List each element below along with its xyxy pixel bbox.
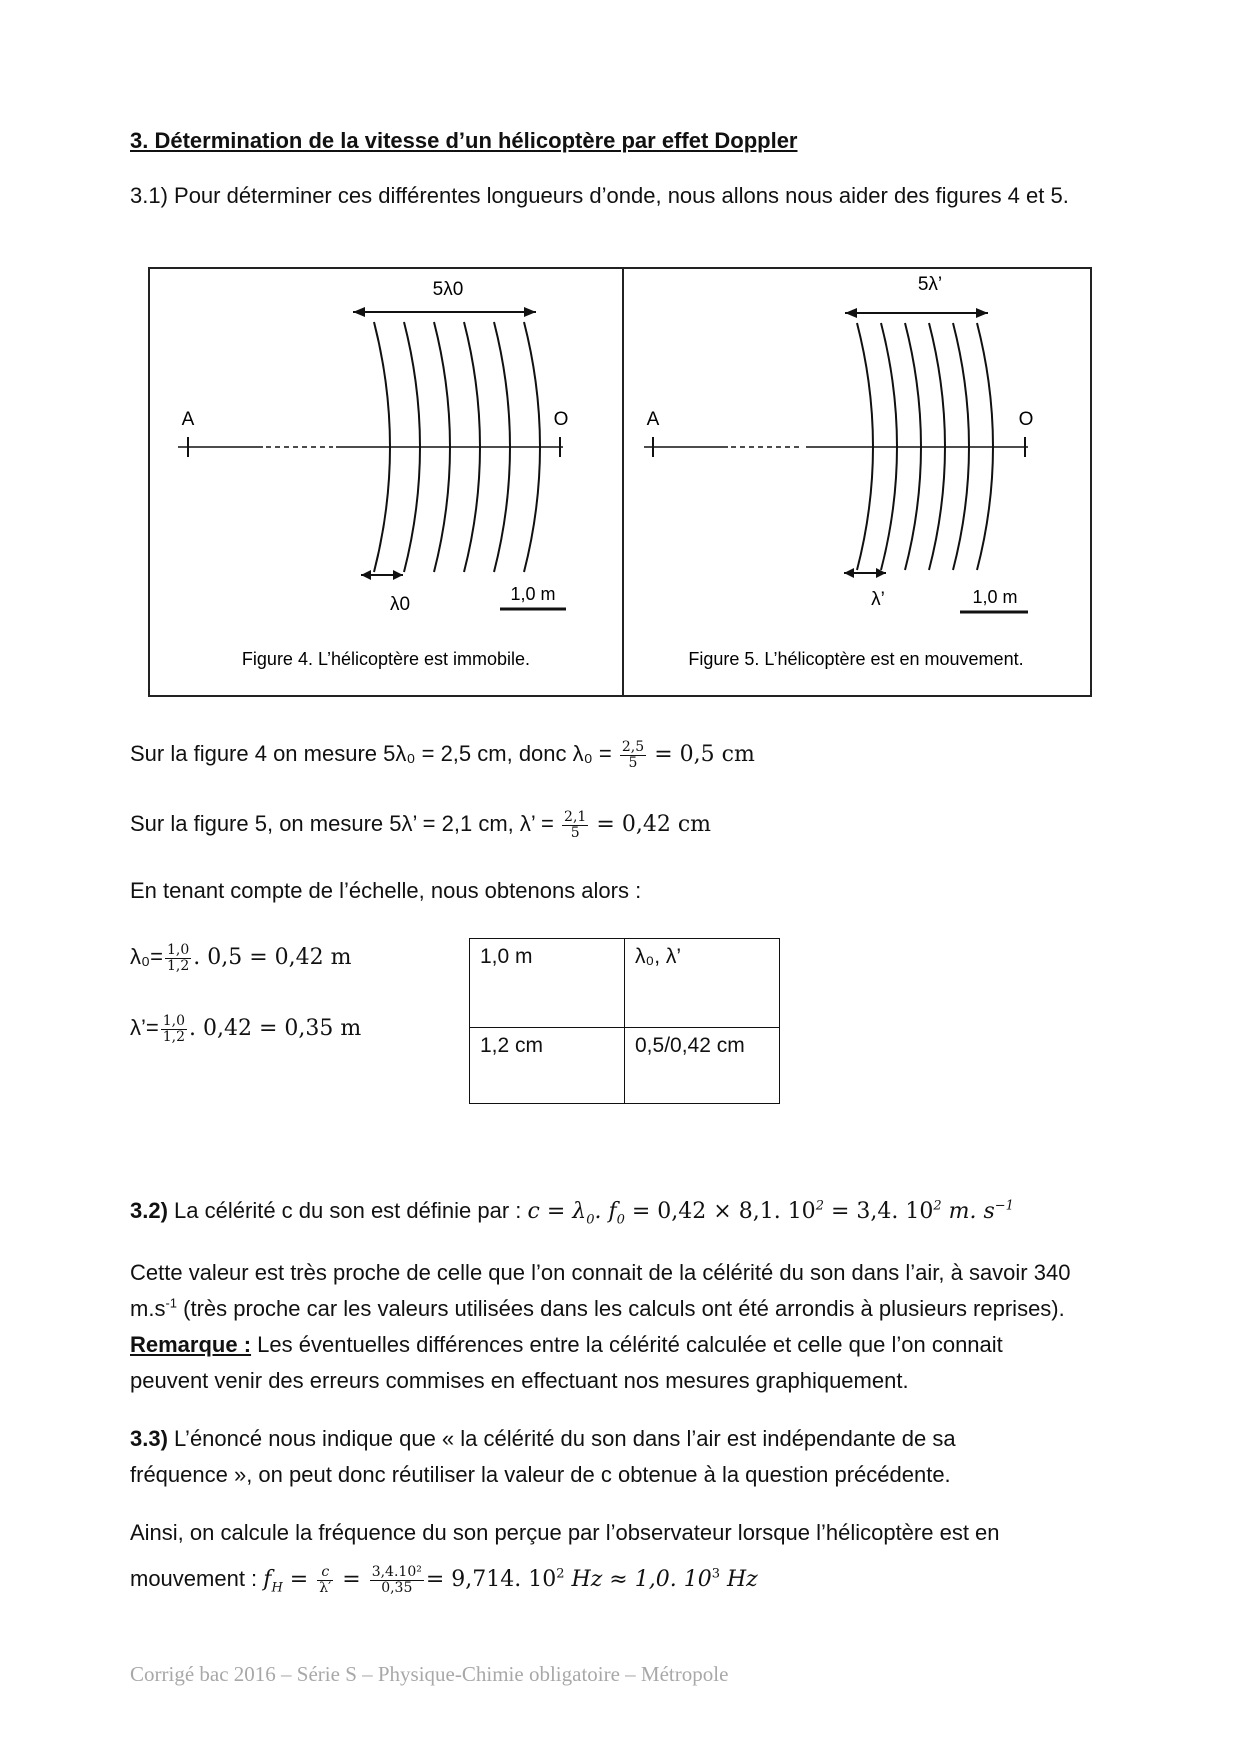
figure4-point-o: O bbox=[553, 409, 569, 430]
lambda-prime-frac-den: 1,2 bbox=[162, 1028, 186, 1045]
table-cell: 1,2 cm bbox=[470, 1028, 625, 1104]
lambda-prime-label: λ’= bbox=[130, 1015, 159, 1040]
freq-unit2: Hz bbox=[719, 1567, 758, 1592]
lambda0-frac-den: 1,2 bbox=[166, 957, 190, 974]
measure2-frac-num: 2,1 bbox=[564, 808, 587, 825]
freq-frac2-den: 0,35 bbox=[381, 1579, 413, 1596]
page-footer: Corrigé bac 2016 – Série S – Physique-Chimie obligatoire – Métropole bbox=[130, 1662, 729, 1686]
q32-formula-mid: . f bbox=[594, 1199, 617, 1224]
section-title: 3. Détermination de la vitesse d’un hélicoptère par effet Doppler bbox=[130, 128, 798, 153]
q33-text1: L’énoncé nous indique que « la célérité du son dans l’air est indépendante de sa bbox=[167, 1426, 956, 1451]
freq-intro: mouvement : bbox=[130, 1566, 258, 1591]
lambda0-label: λ₀= bbox=[130, 944, 163, 969]
figure4-caption: Figure 4. L’hélicoptère est immobile. bbox=[241, 649, 531, 669]
measure1-fraction bbox=[620, 740, 646, 771]
q33-line1 bbox=[130, 1424, 956, 1454]
figure5-caption: Figure 5. L’hélicoptère est en mouvement. bbox=[688, 649, 1024, 669]
freq-fraction1 bbox=[317, 1565, 333, 1596]
freq-line2: mouvement : $f_H$ = $\frac{c}{\lambda'}$ = $\frac{\text{3,4.10²}}{0,35}$ = 9,714. $10^2$ Hz ≈ 1,0. $10^3$ Hz bbox=[130, 1563, 758, 1596]
q32-comment-end: (très proche car les valeurs utilisées dans les calculs ont été arrondis à plusieurs reprises). bbox=[177, 1296, 1065, 1321]
freq-eq: = bbox=[282, 1567, 316, 1592]
q32-exp2: 2 bbox=[933, 1198, 942, 1214]
q32-label: 3.2) bbox=[130, 1198, 168, 1223]
q32-comment-line4: peuvent venir des erreurs commises en effectuant nos mesures graphiquement. bbox=[130, 1368, 909, 1393]
measure1-result: = 0,5 cm bbox=[654, 742, 755, 767]
lambda-prime-result: . 0,42 = 0,35 m bbox=[189, 1016, 362, 1041]
q32-formula-sub1: 0 bbox=[616, 1212, 625, 1228]
q32-formula-eq2: = 3,4. 10 bbox=[823, 1199, 934, 1224]
freq-exp1: 2 bbox=[556, 1566, 565, 1582]
freq-f-sub: H bbox=[271, 1580, 283, 1596]
q32-comment-line1: Cette valeur est très proche de celle que l’on connait de la célérité du son dans l’air, à savoir 340 bbox=[130, 1260, 1071, 1285]
table-cell: 0,5/0,42 cm bbox=[625, 1028, 780, 1104]
q33-label: 3.3) bbox=[130, 1426, 168, 1451]
figure-frame bbox=[149, 268, 1091, 696]
figure4-top-label: 5λ0 bbox=[432, 279, 464, 300]
freq-fraction2 bbox=[370, 1565, 424, 1596]
q33-line2: fréquence », on peut donc réutiliser la valeur de c obtenue à la question précédente. bbox=[130, 1462, 951, 1487]
lambda0-frac-num: 1,0 bbox=[166, 941, 190, 958]
measure1-text: Sur la figure 4 on mesure 5λ₀ = 2,5 cm, donc λ₀ = bbox=[130, 741, 612, 766]
figure4-point-a: A bbox=[181, 409, 195, 430]
lambda0-fraction bbox=[165, 943, 191, 974]
measure2-frac-den: 5 bbox=[570, 824, 580, 841]
q32-formula bbox=[527, 1198, 1014, 1228]
q32-exp1: 2 bbox=[815, 1198, 824, 1214]
figure5-lambda-label: λ’ bbox=[871, 589, 885, 610]
measure1-line bbox=[130, 739, 755, 771]
measure2-line bbox=[130, 809, 711, 841]
q32-formula-sub0: 0 bbox=[586, 1212, 595, 1228]
q32-exp3: −1 bbox=[994, 1198, 1014, 1214]
lambda-prime-fraction bbox=[161, 1014, 187, 1045]
figure5-point-a: A bbox=[646, 409, 660, 430]
q32-comment-line2 bbox=[130, 1294, 1065, 1324]
measure1-frac-den: 5 bbox=[628, 754, 638, 771]
freq-exp2: 3 bbox=[711, 1566, 720, 1582]
table-cell: 1,0 m bbox=[470, 939, 625, 1028]
remark-label: Remarque : bbox=[130, 1332, 252, 1357]
lambda-prime-calc bbox=[130, 1013, 361, 1045]
freq-unit1: Hz ≈ 1,0. 10 bbox=[564, 1567, 712, 1592]
q32-text: La célérité c du son est définie par : bbox=[174, 1198, 522, 1223]
figure4-scale-label: 1,0 m bbox=[510, 584, 556, 604]
q32-formula-unit: m. s bbox=[941, 1199, 995, 1224]
measure2-fraction bbox=[562, 810, 588, 841]
remark-line bbox=[130, 1330, 1003, 1360]
remark-text: Les éventuelles différences entre la célérité calculée et celle que l’on connait bbox=[251, 1332, 1003, 1357]
freq-f-label: f bbox=[263, 1567, 272, 1592]
table-row bbox=[470, 939, 780, 1028]
lambda-prime-frac-num: 1,0 bbox=[162, 1012, 186, 1029]
figure5-top-label: 5λ’ bbox=[917, 274, 943, 295]
q32-line bbox=[130, 1196, 1014, 1227]
q32-comment-unit: m.s bbox=[130, 1296, 166, 1321]
intro-text: 3.1) Pour déterminer ces différentes longueurs d’onde, nous allons nous aider des figures 4 et 5. bbox=[130, 183, 1069, 208]
lambda0-result: . 0,5 = 0,42 m bbox=[193, 945, 352, 970]
measure2-result: = 0,42 cm bbox=[596, 812, 712, 837]
doppler-figures bbox=[148, 267, 1092, 697]
q32-formula-start: c = λ bbox=[527, 1199, 587, 1224]
freq-line1: Ainsi, on calcule la fréquence du son perçue par l’observateur lorsque l’hélicoptère est en bbox=[130, 1520, 1000, 1545]
lambda0-calc bbox=[130, 942, 351, 974]
table-row bbox=[470, 1028, 780, 1104]
scale-intro: En tenant compte de l’échelle, nous obtenons alors : bbox=[130, 878, 642, 903]
q32-formula-rest: = 0,42 × 8,1. 10 bbox=[624, 1199, 816, 1224]
measure2-text: Sur la figure 5, on mesure 5λ’ = 2,1 cm, λ’ = bbox=[130, 811, 554, 836]
freq-frac1-num: c bbox=[317, 1565, 333, 1581]
freq-frac1-den: λ′ bbox=[319, 1579, 332, 1596]
figure5-scale-label: 1,0 m bbox=[972, 587, 1018, 607]
q32-comment-exp: -1 bbox=[165, 1295, 178, 1311]
figure5-point-o: O bbox=[1018, 409, 1034, 430]
freq-result: = 9,714. 10 bbox=[425, 1567, 557, 1592]
scale-table bbox=[469, 938, 780, 1104]
measure1-frac-num: 2,5 bbox=[621, 738, 645, 755]
figure4-lambda-label: λ0 bbox=[389, 594, 411, 615]
table-cell: λ₀, λ’ bbox=[625, 939, 780, 1028]
freq-frac2-num: 3,4.10² bbox=[371, 1563, 422, 1580]
